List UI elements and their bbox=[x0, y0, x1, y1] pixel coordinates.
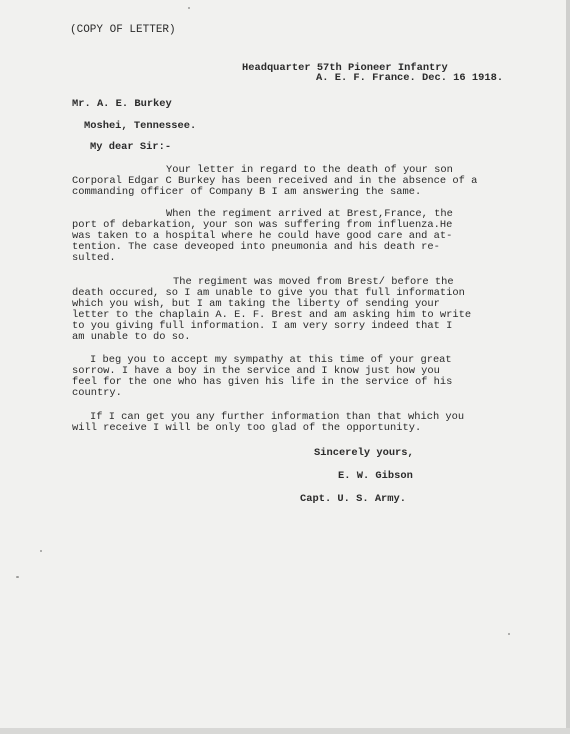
para3-line: which you wish, but I am taking the liberty of sending your bbox=[72, 298, 440, 310]
para4-line: I beg you to accept my sympathy at this time of your great bbox=[90, 354, 452, 366]
copy-label: (COPY OF LETTER) bbox=[70, 24, 176, 36]
para1-line: Your letter in regard to the death of your son bbox=[166, 164, 453, 176]
para1-line: Corporal Edgar C Burkey has been received and in the absence of a bbox=[72, 175, 478, 187]
header-line-2: A. E. F. France. Dec. 16 1918. bbox=[316, 72, 504, 84]
para2-line: was taken to a hospital where he could have good care and at- bbox=[72, 230, 453, 242]
para2-line: tention. The case deveoped into pneumonia and his death re- bbox=[72, 241, 440, 253]
header-line-1: Headquarter 57th Pioneer Infantry bbox=[242, 62, 448, 74]
para4-line: country. bbox=[72, 387, 122, 399]
paper-speck bbox=[40, 550, 42, 552]
para2-line: sulted. bbox=[72, 252, 116, 264]
para4-line: sorrow. I have a boy in the service and I know just how you bbox=[72, 365, 440, 377]
signer-title: Capt. U. S. Army. bbox=[300, 493, 407, 505]
recipient-place: Moshei, Tennessee. bbox=[84, 120, 197, 132]
scan-edge bbox=[0, 728, 570, 734]
salutation: My dear Sir:- bbox=[90, 141, 172, 153]
para1-line: commanding officer of Company B I am answering the same. bbox=[72, 186, 422, 198]
closing: Sincerely yours, bbox=[314, 447, 414, 459]
para3-line: am unable to do so. bbox=[72, 331, 191, 343]
para3-line: letter to the chaplain A. E. F. Brest and am asking him to write bbox=[72, 309, 472, 321]
para3-line: to you giving full information. I am very sorry indeed that I bbox=[72, 320, 453, 332]
paper-speck bbox=[508, 633, 510, 635]
paper-speck bbox=[16, 576, 19, 578]
paper-speck bbox=[188, 7, 190, 9]
recipient-name: Mr. A. E. Burkey bbox=[72, 98, 172, 110]
para2-line: port of debarkation, your son was suffering from influenza.He bbox=[72, 219, 453, 231]
para3-line: death occured, so I am unable to give you that full information bbox=[72, 287, 465, 299]
scan-edge bbox=[566, 0, 570, 734]
para5-line: If I can get you any further information than that which you bbox=[90, 411, 465, 423]
para4-line: feel for the one who has given his life in the service of his bbox=[72, 376, 453, 388]
signer-name: E. W. Gibson bbox=[338, 470, 413, 482]
para5-line: will receive I will be only too glad of the opportunity. bbox=[72, 422, 422, 434]
para2-line: When the regiment arrived at Brest,France, the bbox=[166, 208, 453, 220]
para3-line: The regiment was moved from Brest/ before the bbox=[173, 276, 454, 288]
